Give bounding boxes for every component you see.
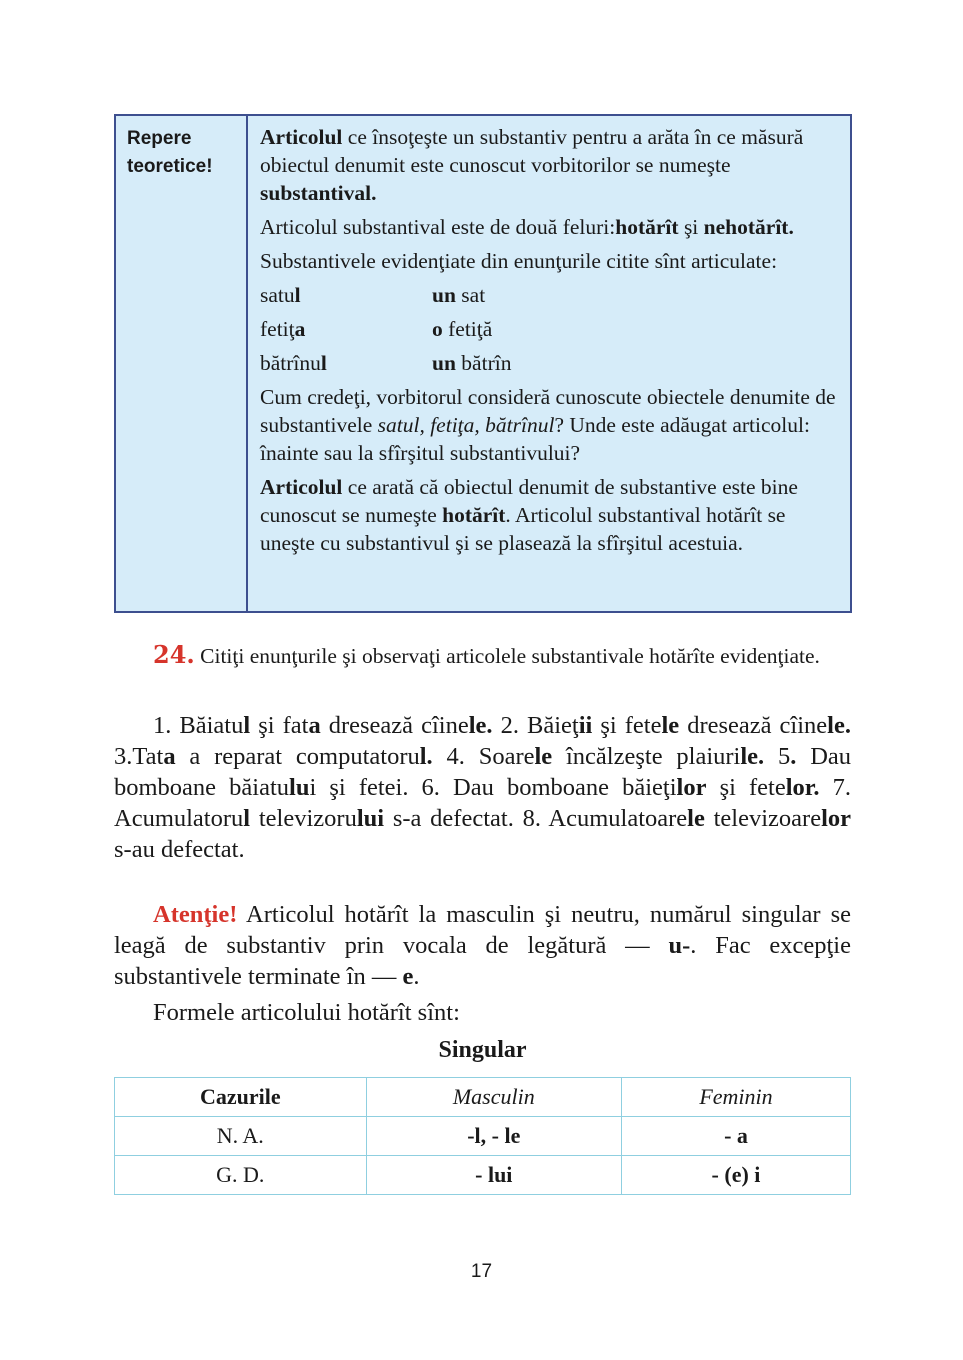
singular-title: Singular (438, 1037, 527, 1063)
highlighted-article: l (243, 712, 251, 739)
theory-label-line2: teoretice! (127, 156, 213, 177)
stem: satu (260, 283, 295, 307)
article: o (432, 317, 443, 341)
sentence-text: s-a defectat. 8. Acumulatoare (384, 805, 688, 832)
sentence-text: i şi fetei. 6. Dau bomboane băieţi (309, 774, 677, 801)
exercise-number: 24. (153, 640, 195, 669)
example-row (260, 349, 838, 377)
theory-paragraph-4 (260, 383, 838, 467)
table-row (115, 1117, 851, 1156)
page-number: 17 (470, 1261, 493, 1282)
example-row (260, 315, 838, 343)
sentence-text: şi fat (250, 712, 309, 739)
vowel-u: u- (668, 932, 691, 959)
article-forms-table (114, 1077, 851, 1195)
highlighted-article: le (534, 743, 553, 770)
header-cazurile: Cazurile (115, 1078, 367, 1117)
text: ce însoţeşte un substantiv pentru a arăta în ce măsură obiectul denumit este cunoscut vorbitorilor se numeşte (260, 125, 804, 177)
sentence-text: încălzeşte plaiuri (552, 743, 741, 770)
definite-form (260, 349, 432, 377)
highlighted-article: le (661, 712, 680, 739)
sentence-text: 3.Tat (114, 743, 164, 770)
highlighted-article: le. (468, 712, 493, 739)
text: Cum credeţi, vorbitorul consideră cunoscute obiectele denumite de substantivele (260, 385, 836, 437)
highlighted-article: le. (740, 743, 765, 770)
text: . (413, 963, 420, 990)
sentence-text: şi fete (592, 712, 662, 739)
term-articolul: Articolul (260, 475, 343, 499)
theory-paragraph-1 (260, 123, 838, 207)
term-nehotarit: nehotărît. (703, 215, 794, 239)
sentence-text: 5 (764, 743, 791, 770)
indefinite-form (432, 349, 511, 377)
highlighted-article: . (790, 743, 797, 770)
theory-paragraph-5 (260, 473, 838, 557)
definite-form (260, 281, 432, 309)
theory-paragraph-3: Substantivele evidenţiate din enunţurile citite sînt articulate: (260, 249, 778, 273)
text: . Fac excepţie substantivele terminate în — (114, 932, 851, 990)
exercise-text: Citiţi enunţurile şi observaţi articolele substantivale hotărîte evidenţiate. (194, 644, 820, 668)
text: ce arată că obiectul denumit de substantive este bine cunoscut se numeşte (260, 475, 798, 527)
sentence-text: 7. Acumulatoru (114, 774, 852, 832)
highlighted-article: l. (419, 743, 433, 770)
term-hotarit: hotărît (442, 503, 506, 527)
article: un (432, 351, 456, 375)
text: şi (678, 215, 704, 239)
feminin-cell: - a (621, 1117, 850, 1156)
highlighted-article: le. (827, 712, 851, 739)
highlighted-article: lor (821, 805, 852, 832)
sentence-text: Dau bomboane băiatu (114, 743, 852, 801)
attention-note (114, 899, 851, 992)
table-row (115, 1156, 851, 1195)
sentence-text: şi fete (706, 774, 786, 801)
example-row (260, 281, 838, 309)
article: l (294, 283, 301, 307)
highlighted-article: lui (356, 805, 385, 832)
highlighted-article: ii (578, 712, 593, 739)
theory-box (114, 114, 852, 613)
attention-label: Atenţie! (153, 901, 238, 928)
sentence-text: s-au defectat. (114, 836, 245, 863)
theory-label-line1: Repere (127, 128, 192, 149)
noun: fetiţă (442, 317, 493, 341)
masculin-cell: -l, - le (366, 1117, 621, 1156)
term-articolul: Articolul (260, 125, 343, 149)
highlighted-article: a (163, 743, 176, 770)
vowel-e: e (402, 963, 414, 990)
highlighted-article: lor (676, 774, 707, 801)
indefinite-form (432, 281, 485, 309)
sentence-text: 4. Soare (432, 743, 535, 770)
article: a (294, 317, 306, 341)
sentence-text: 2. Băieţ (492, 712, 579, 739)
stem: bătrînu (260, 351, 321, 375)
table-header-row (115, 1078, 851, 1117)
forms-intro: Formele articolului hotărît sînt: (153, 999, 460, 1026)
highlighted-article: a (308, 712, 321, 739)
theory-paragraph-2 (260, 213, 838, 241)
header-masculin: Masculin (366, 1078, 621, 1117)
article: un (432, 283, 456, 307)
sentence-text: a reparat computatoru (175, 743, 420, 770)
sentence-text: televizoare (704, 805, 822, 832)
theory-content (248, 116, 850, 611)
stem: fetiţ (260, 317, 295, 341)
exercise-instruction (153, 640, 851, 671)
sentence-text: 1. Băiatu (153, 712, 244, 739)
text: . Articolul substantival hotărît se uneşte cu substantivul şi se plasează la sfîrşitul acestuia. (260, 503, 786, 555)
text: ? Unde este adăugat articolul: înainte sau la sfîrşitul substantivului? (260, 413, 810, 465)
masculin-cell: - lui (366, 1156, 621, 1195)
example-sentences (114, 710, 851, 865)
term-substantival: substantival. (260, 181, 377, 205)
term-hotarit: hotărît (615, 215, 679, 239)
italic-examples: satul, fetiţa, bătrînul (377, 413, 555, 437)
case-cell: N. A. (115, 1117, 367, 1156)
highlighted-article: le (687, 805, 705, 832)
noun: bătrîn (455, 351, 512, 375)
sentence-text: dresează cîine (320, 712, 469, 739)
indefinite-form (432, 315, 492, 343)
highlighted-article: lor. (785, 774, 820, 801)
case-cell: G. D. (115, 1156, 367, 1195)
article: l (320, 351, 327, 375)
noun: sat (455, 283, 486, 307)
header-feminin: Feminin (621, 1078, 850, 1117)
theory-label (116, 116, 248, 611)
highlighted-article: l (243, 805, 251, 832)
text: Articolul substantival este de două feluri: (260, 215, 616, 239)
definite-form (260, 315, 432, 343)
text: Articolul hotărît la masculin şi neutru, numărul singular se leagă de substantiv prin vocala de legătură — (114, 901, 851, 959)
sentence-text: dresează cîine (679, 712, 828, 739)
feminin-cell: - (e) i (621, 1156, 850, 1195)
highlighted-article: lu (289, 774, 310, 801)
sentence-text: televizoru (250, 805, 357, 832)
